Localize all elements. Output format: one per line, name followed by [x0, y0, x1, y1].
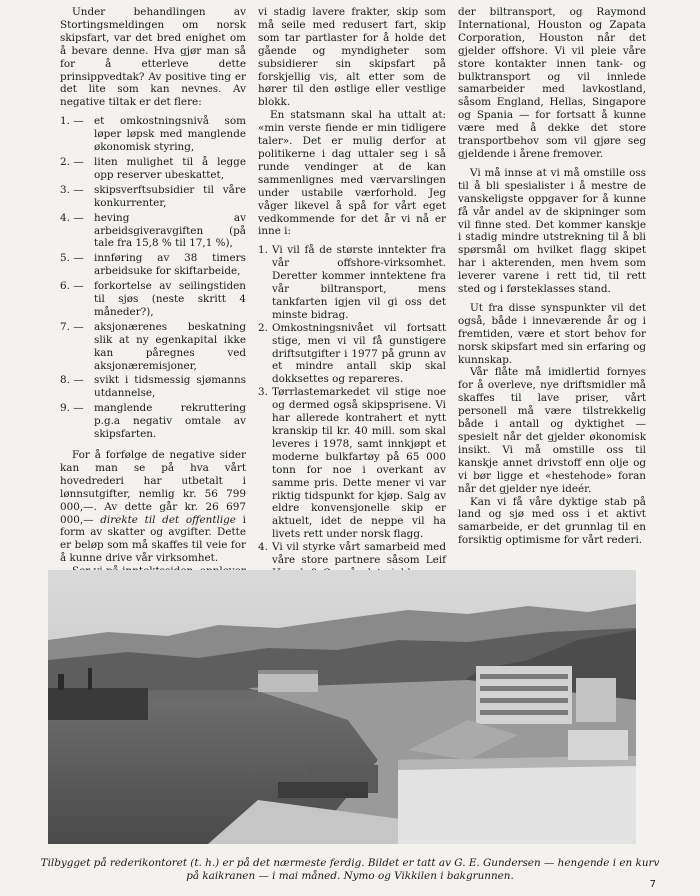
measure-item: [60, 115, 246, 154]
paragraph-salary-emphasis: direkte til det offentlige: [100, 513, 236, 526]
forecast-text: Tørrlastemarkedet vil stige noe og dermed også skipsprisene. Vi har allerede kontrahert et nytt kranskip til kr. 40 mill. som skal leveres i 1978, samt innkjøpt et moderne bulkfartøy på 65 000 tonn for noe i overkant av samme pris. Dette mener vi var riktig tidspunkt for kjøp. Salg av eldre konvensjonelle skip er aktuelt, idet de neppe vil ha livets rett under norsk flagg.: [272, 386, 446, 541]
measure-item: [60, 280, 246, 319]
harbor-photo: [48, 570, 636, 844]
measure-number: 7. —: [60, 320, 84, 333]
paragraph-fleet: Vår flåte må imidlertid fornyes for å overleve, nye driftsmidler må skaffes til lave priser, vårt personell må være tilstrekkelig både i antall og dyktighet — spesielt når det gjelder økonomisk insikt. Vi må omstille oss til kanskje annet drivstoff enn olje og vi bør ligge et «hestehode» foran når det gjelder nye ideér.: [458, 366, 646, 495]
measure-text: et omkostningsnivå som løper løpsk med manglende økonomisk styring,: [94, 115, 246, 154]
measure-number: 4. —: [60, 211, 84, 224]
measure-item: [60, 252, 246, 278]
forecast-item: [258, 386, 446, 541]
paragraph-partners: der biltransport, og Raymond International, Houston og Zapata Corporation, Houston når det gjelder offshore. Vi vil pleie våre store kontakter innen tank- og bulktransport og vil innlede samarbeider med lavkostland, såsom England, Hellas, Singapore og Spania — for fortsatt å kunne være med å dekke det store transportbehov som vil gjøre seg gjeldende i årene fremover.: [458, 6, 646, 160]
paragraph-viewpoints: Ut fra disse synspunkter vil det også, både i inneværende år og i fremtiden, være et stort behov for norsk skipsfart med sin erfaring og kunnskap.: [458, 301, 646, 366]
paragraph-salary: [60, 449, 246, 565]
measure-number: 3. —: [60, 183, 84, 196]
forecast-item: [258, 244, 446, 321]
measure-text: liten mulighet til å legge opp reserver ubeskattet,: [94, 155, 246, 181]
measure-number: 8. —: [60, 374, 84, 387]
harbor-photo-illustration: [48, 570, 636, 844]
measure-text: aksjonærenes beskatning slik at ny egenkapital ikke kan påregnes ved aksjonæremisjoner,: [94, 320, 246, 372]
measure-text: svikt i tidsmessig sjømanns utdannelse,: [94, 374, 246, 400]
measure-number: 9. —: [60, 402, 84, 415]
page-number: 7: [649, 879, 656, 890]
measure-item: [60, 156, 246, 182]
paragraph-salary-text-c: i form av skatter og avgifter. Dette er beløp som må skaffes til veie for å kunne drive vår virksomhet.: [60, 513, 246, 565]
text-column-2: [258, 6, 446, 580]
measure-number: 1. —: [60, 115, 84, 128]
measure-item: [60, 402, 246, 441]
forecast-item: [258, 322, 446, 387]
measure-text: skipsverftsubsidier til våre konkurrenter,: [94, 183, 246, 209]
forecast-list: [258, 244, 446, 580]
measure-item: [60, 374, 246, 400]
forecast-number: 1.: [258, 244, 268, 257]
measure-item: [60, 184, 246, 210]
forecast-number: 2.: [258, 321, 268, 334]
paragraph-freight: vi stadig lavere frakter, skip som må seile med redusert fart, skip som tar partlaster for å holde det gående og myndigheter som subsidierer sin skipsfart på forskjellig vis, alt etter som de hører til den østlige eller vestlige blokk.: [258, 6, 446, 109]
paragraph-statesman: En statsmann skal ha uttalt at: «min verste fiende er min tidligere taler». Det er mulig derfor at politikerne i dag uttaler seg i så runde vendinger at de kan sammenlignes med værvarslingen under ustabile værforhold. Jeg våger likevel å spå for vårt eget vedkommende for det år vi nå er inne i:: [258, 109, 446, 238]
paragraph-salary-text-a: For å forfølge de negative sider kan man se på hva vårt hovedrederi har utbetalt i lønnsutgifter, nemlig kr. 56 799 000,—. Av dette går kr. 26 697 000,—: [60, 449, 246, 526]
measure-text: heving av arbeidsgiveravgiften (på tale fra 15,8 % til 17,1 %),: [94, 211, 246, 250]
forecast-number: 4.: [258, 541, 268, 554]
measure-text: manglende rekruttering p.g.a negativ omtale av skipsfarten.: [94, 402, 246, 441]
text-column-3: [458, 6, 646, 547]
forecast-number: 3.: [258, 386, 268, 399]
measure-number: 5. —: [60, 252, 84, 265]
text-column-1: [60, 6, 246, 578]
paragraph-optimism: Kan vi få våre dyktige stab på land og sjø med oss i et aktivt samarbeide, er det grunnlag til en forsiktig optimisme for vårt rederi.: [458, 495, 646, 547]
measure-number: 6. —: [60, 280, 84, 293]
forecast-text: Omkostningsnivået vil fortsatt stige, men vi vil få gunstigere driftsutgifter i 1977 på grunn av et mindre antall skip skal dokksettes og repareres.: [272, 321, 446, 386]
negative-measures-list: [60, 115, 246, 441]
forecast-text: Vi vil styrke vårt samarbeid med våre store partnere såsom Leif: [272, 541, 446, 567]
measure-item: [60, 321, 246, 373]
paragraph-intro: Under behandlingen av Stortingsmeldingen om norsk skipsfart, var det bred enighet om å bevare denne. Hva gjør man så for å etterleve dette prinsippvedtak? Av positive ting er det lite som kan nevnes. Av negative tiltak er det flere:: [60, 6, 246, 109]
measure-item: [60, 212, 246, 251]
paragraph-specialists: Vi må innse at vi må omstille oss til å bli spesialister i å mestre de vanskeligste oppgaver for å kunne få vår andel av de skipninger som vil finne sted. Det kommer kanskje i stadig mindre utstrekning til å bli spørsmål om hvilket flagg skipet har i akterenden, men hvem som leverer varene i rett tid, til rett sted og i førsteklasses stand.: [458, 166, 646, 296]
measure-number: 2. —: [60, 155, 84, 168]
measure-text: forkortelse av seilingstiden til sjøs (neste skritt 4 måneder?),: [94, 280, 246, 318]
forecast-text: Vi vil få de største inntekter fra vår offshore-virksomhet. Deretter kommer inntektene fra vår biltransport, mens tankfarten igjen vil gi oss det minste bidrag.: [272, 244, 446, 321]
measure-text: innføring av 38 timers arbeidsuke for skiftarbeide,: [94, 252, 246, 278]
photo-caption: Tilbygget på rederikontoret (t. h.) er på det nærmeste ferdig. Bildet er tatt av G. E. Gundersen — hengende i en kurv på kaikranen — i mai måned. Nymo og Vikkilen i bakgrunnen.: [40, 857, 660, 883]
